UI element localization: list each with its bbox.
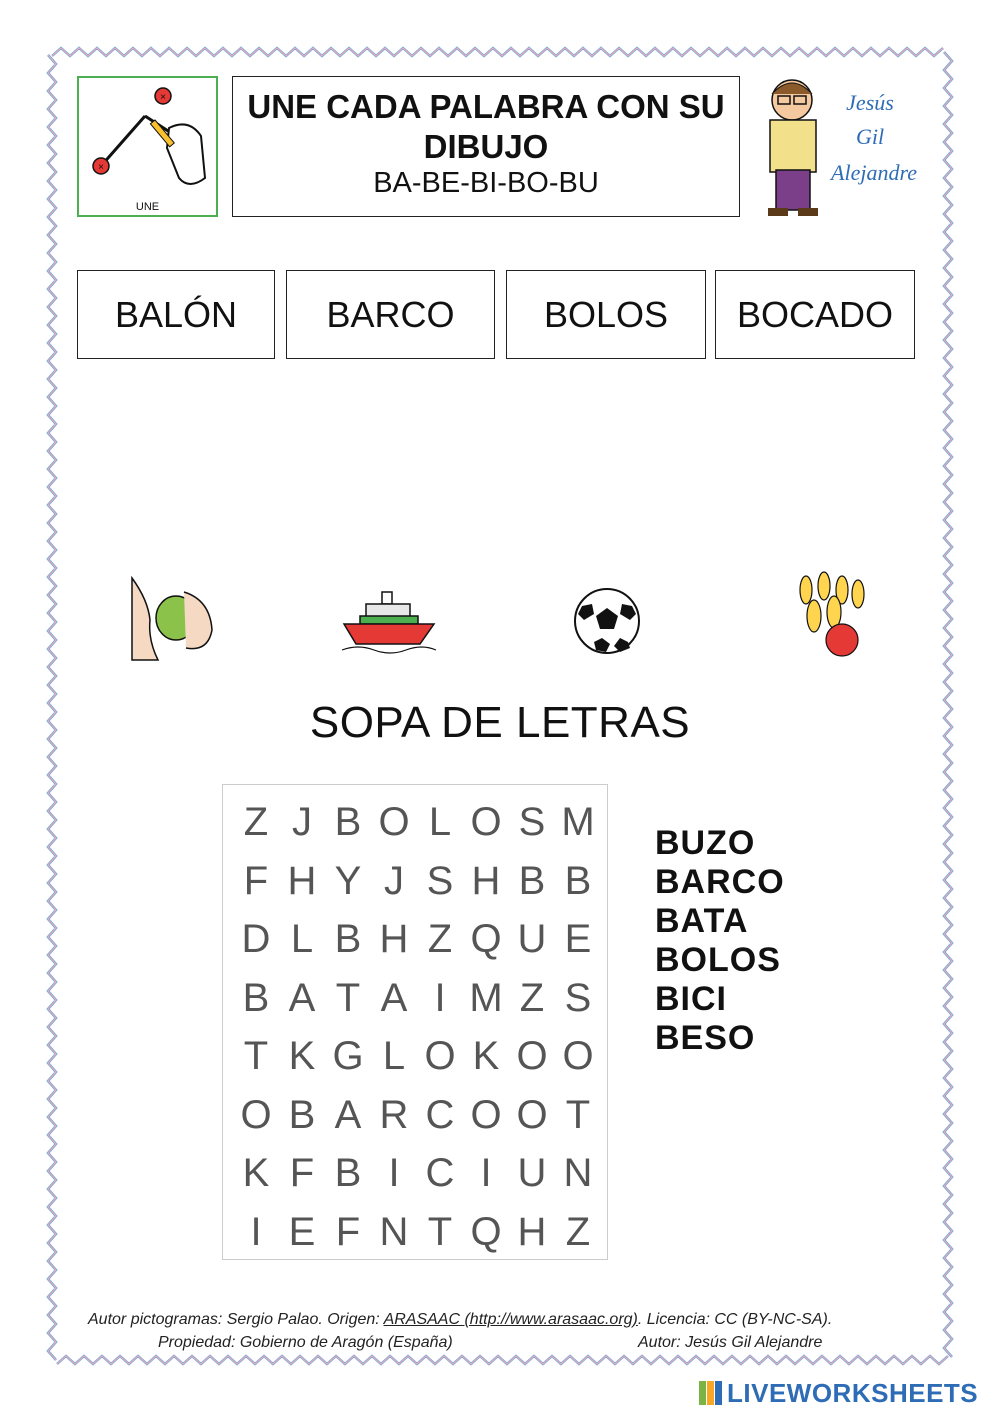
grid-letter[interactable]: H xyxy=(471,858,501,903)
grid-letter[interactable]: F xyxy=(335,1209,361,1254)
grid-letter[interactable]: Q xyxy=(470,1209,502,1254)
title-box xyxy=(232,76,740,217)
word-list-item: BATA xyxy=(655,902,749,940)
page-title: UNE CADA PALABRA CON SU DIBUJO xyxy=(247,88,725,165)
svg-text:Gil: Gil xyxy=(855,124,885,149)
grid-letter[interactable]: K xyxy=(472,1034,500,1078)
word-box-2[interactable]: BARCO xyxy=(286,270,495,359)
grid-letter[interactable]: U xyxy=(517,1151,547,1195)
word-box-3[interactable]: BOLOS xyxy=(506,270,706,359)
grid-letter[interactable]: H xyxy=(379,917,409,961)
grid-letter[interactable]: S xyxy=(518,800,546,844)
footer-credits: Autor pictogramas: Sergio Palao. Origen: ARASAAC (http://www.arasaac.org). Licencia: CC (BY-NC-SA). xyxy=(88,1311,833,1328)
grid-letter[interactable]: B xyxy=(518,858,546,903)
word-search-title: SOPA DE LETRAS xyxy=(309,698,691,747)
grid-letter[interactable]: O xyxy=(424,1034,456,1078)
grid-letter[interactable]: B xyxy=(242,975,270,1020)
grid-letter[interactable]: L xyxy=(382,1034,406,1078)
boat-icon[interactable] xyxy=(338,570,438,665)
grid-letter[interactable]: Z xyxy=(243,800,269,844)
grid-letter[interactable]: Z xyxy=(565,1209,591,1254)
grid-letter[interactable]: A xyxy=(380,975,408,1020)
grid-letter[interactable]: J xyxy=(292,800,312,844)
soccer-ball-icon[interactable] xyxy=(572,586,642,656)
grid-letter[interactable]: O xyxy=(240,1092,272,1137)
grid-letter[interactable]: B xyxy=(334,800,362,844)
word-list-item: BUZO xyxy=(655,824,756,862)
grid-letter[interactable]: U xyxy=(517,917,547,961)
footer-property: Propiedad: Gobierno de Aragón (España) xyxy=(158,1334,453,1351)
word-list-item: BESO xyxy=(655,1019,756,1057)
grid-letter[interactable]: O xyxy=(470,800,502,844)
grid-letter[interactable]: B xyxy=(564,858,592,903)
grid-letter[interactable]: B xyxy=(288,1092,316,1137)
grid-letter[interactable]: T xyxy=(335,975,361,1020)
grid-letter[interactable]: M xyxy=(469,975,503,1020)
word-list-item: BOLOS xyxy=(655,941,781,979)
grid-letter[interactable]: Y xyxy=(334,858,362,903)
grid-letter[interactable]: J xyxy=(384,858,404,903)
arasaac-link[interactable]: ARASAAC (http://www.arasaac.org) xyxy=(383,1311,638,1328)
grid-letter[interactable]: S xyxy=(564,975,592,1020)
svg-text:×: × xyxy=(160,92,166,103)
grid-letter[interactable]: H xyxy=(517,1209,547,1254)
grid-letter[interactable]: O xyxy=(516,1092,548,1137)
grid-letter[interactable]: G xyxy=(332,1034,364,1078)
footer-author: Autor: Jesús Gil Alejandre xyxy=(638,1334,823,1351)
word-box-4[interactable]: BOCADO xyxy=(715,270,915,359)
grid-letter[interactable]: O xyxy=(378,800,410,844)
grid-letter[interactable]: T xyxy=(243,1034,269,1078)
pictogram-label: UNE xyxy=(135,201,160,213)
word-list xyxy=(655,824,785,1058)
grid-letter[interactable]: T xyxy=(565,1092,591,1137)
grid-letter[interactable]: I xyxy=(388,1151,400,1195)
grid-letter[interactable]: N xyxy=(379,1209,409,1254)
grid-letter[interactable]: Q xyxy=(470,917,502,961)
grid-letter[interactable]: C xyxy=(425,1092,455,1137)
grid-letter[interactable]: I xyxy=(480,1151,492,1195)
svg-text:Jesús: Jesús xyxy=(846,90,894,115)
grid-letter[interactable]: A xyxy=(288,975,316,1020)
grid-letter[interactable]: Z xyxy=(427,917,453,961)
page-subtitle: BA-BE-BI-BO-BU xyxy=(373,167,599,199)
grid-letter[interactable]: K xyxy=(288,1034,316,1078)
grid-letter[interactable]: L xyxy=(428,800,452,844)
grid-letter[interactable]: E xyxy=(288,1209,316,1254)
connect-dots-icon xyxy=(79,78,215,198)
author-signature xyxy=(752,72,937,222)
grid-letter[interactable]: I xyxy=(434,975,446,1020)
eating-apple-icon[interactable] xyxy=(128,570,223,665)
teacher-cartoon-icon xyxy=(752,72,937,222)
grid-letter[interactable]: T xyxy=(427,1209,453,1254)
grid-letter[interactable]: D xyxy=(241,917,271,961)
grid-letter[interactable]: F xyxy=(289,1151,315,1195)
grid-letter[interactable]: E xyxy=(564,917,592,961)
brand-logo[interactable] xyxy=(698,1378,978,1408)
grid-letter[interactable]: C xyxy=(425,1151,455,1195)
grid-letter[interactable]: I xyxy=(250,1209,262,1254)
grid-letter[interactable]: K xyxy=(242,1151,270,1195)
grid-letter[interactable]: Z xyxy=(519,975,545,1020)
word-list-item: BARCO xyxy=(655,863,785,901)
grid-letter[interactable]: F xyxy=(243,858,269,903)
grid-letter[interactable]: A xyxy=(334,1092,362,1137)
grid-letter[interactable]: M xyxy=(561,800,595,844)
brand-name: LIVEWORKSHEETS xyxy=(727,1377,979,1408)
svg-text:Alejandre: Alejandre xyxy=(831,160,917,185)
grid-letter[interactable]: L xyxy=(290,917,314,961)
bowling-pins-icon[interactable] xyxy=(790,570,870,665)
grid-letter[interactable]: B xyxy=(334,1151,362,1195)
word-list-item: BICI xyxy=(655,980,727,1018)
word-box-1[interactable]: BALÓN xyxy=(77,270,275,359)
grid-letter[interactable]: R xyxy=(379,1092,409,1137)
grid-letter[interactable]: O xyxy=(470,1092,502,1137)
grid-letter[interactable]: H xyxy=(287,858,317,903)
grid-letter[interactable]: N xyxy=(563,1151,593,1195)
grid-letter[interactable]: S xyxy=(426,858,454,903)
word-search-grid xyxy=(222,784,608,1260)
letter-grid xyxy=(233,793,601,1261)
grid-letter[interactable]: B xyxy=(334,917,362,961)
brand-icon xyxy=(698,1380,724,1406)
svg-text:×: × xyxy=(98,162,104,173)
grid-letter[interactable]: O xyxy=(562,1034,594,1078)
grid-letter[interactable]: O xyxy=(516,1034,548,1078)
une-pictogram xyxy=(77,76,218,217)
